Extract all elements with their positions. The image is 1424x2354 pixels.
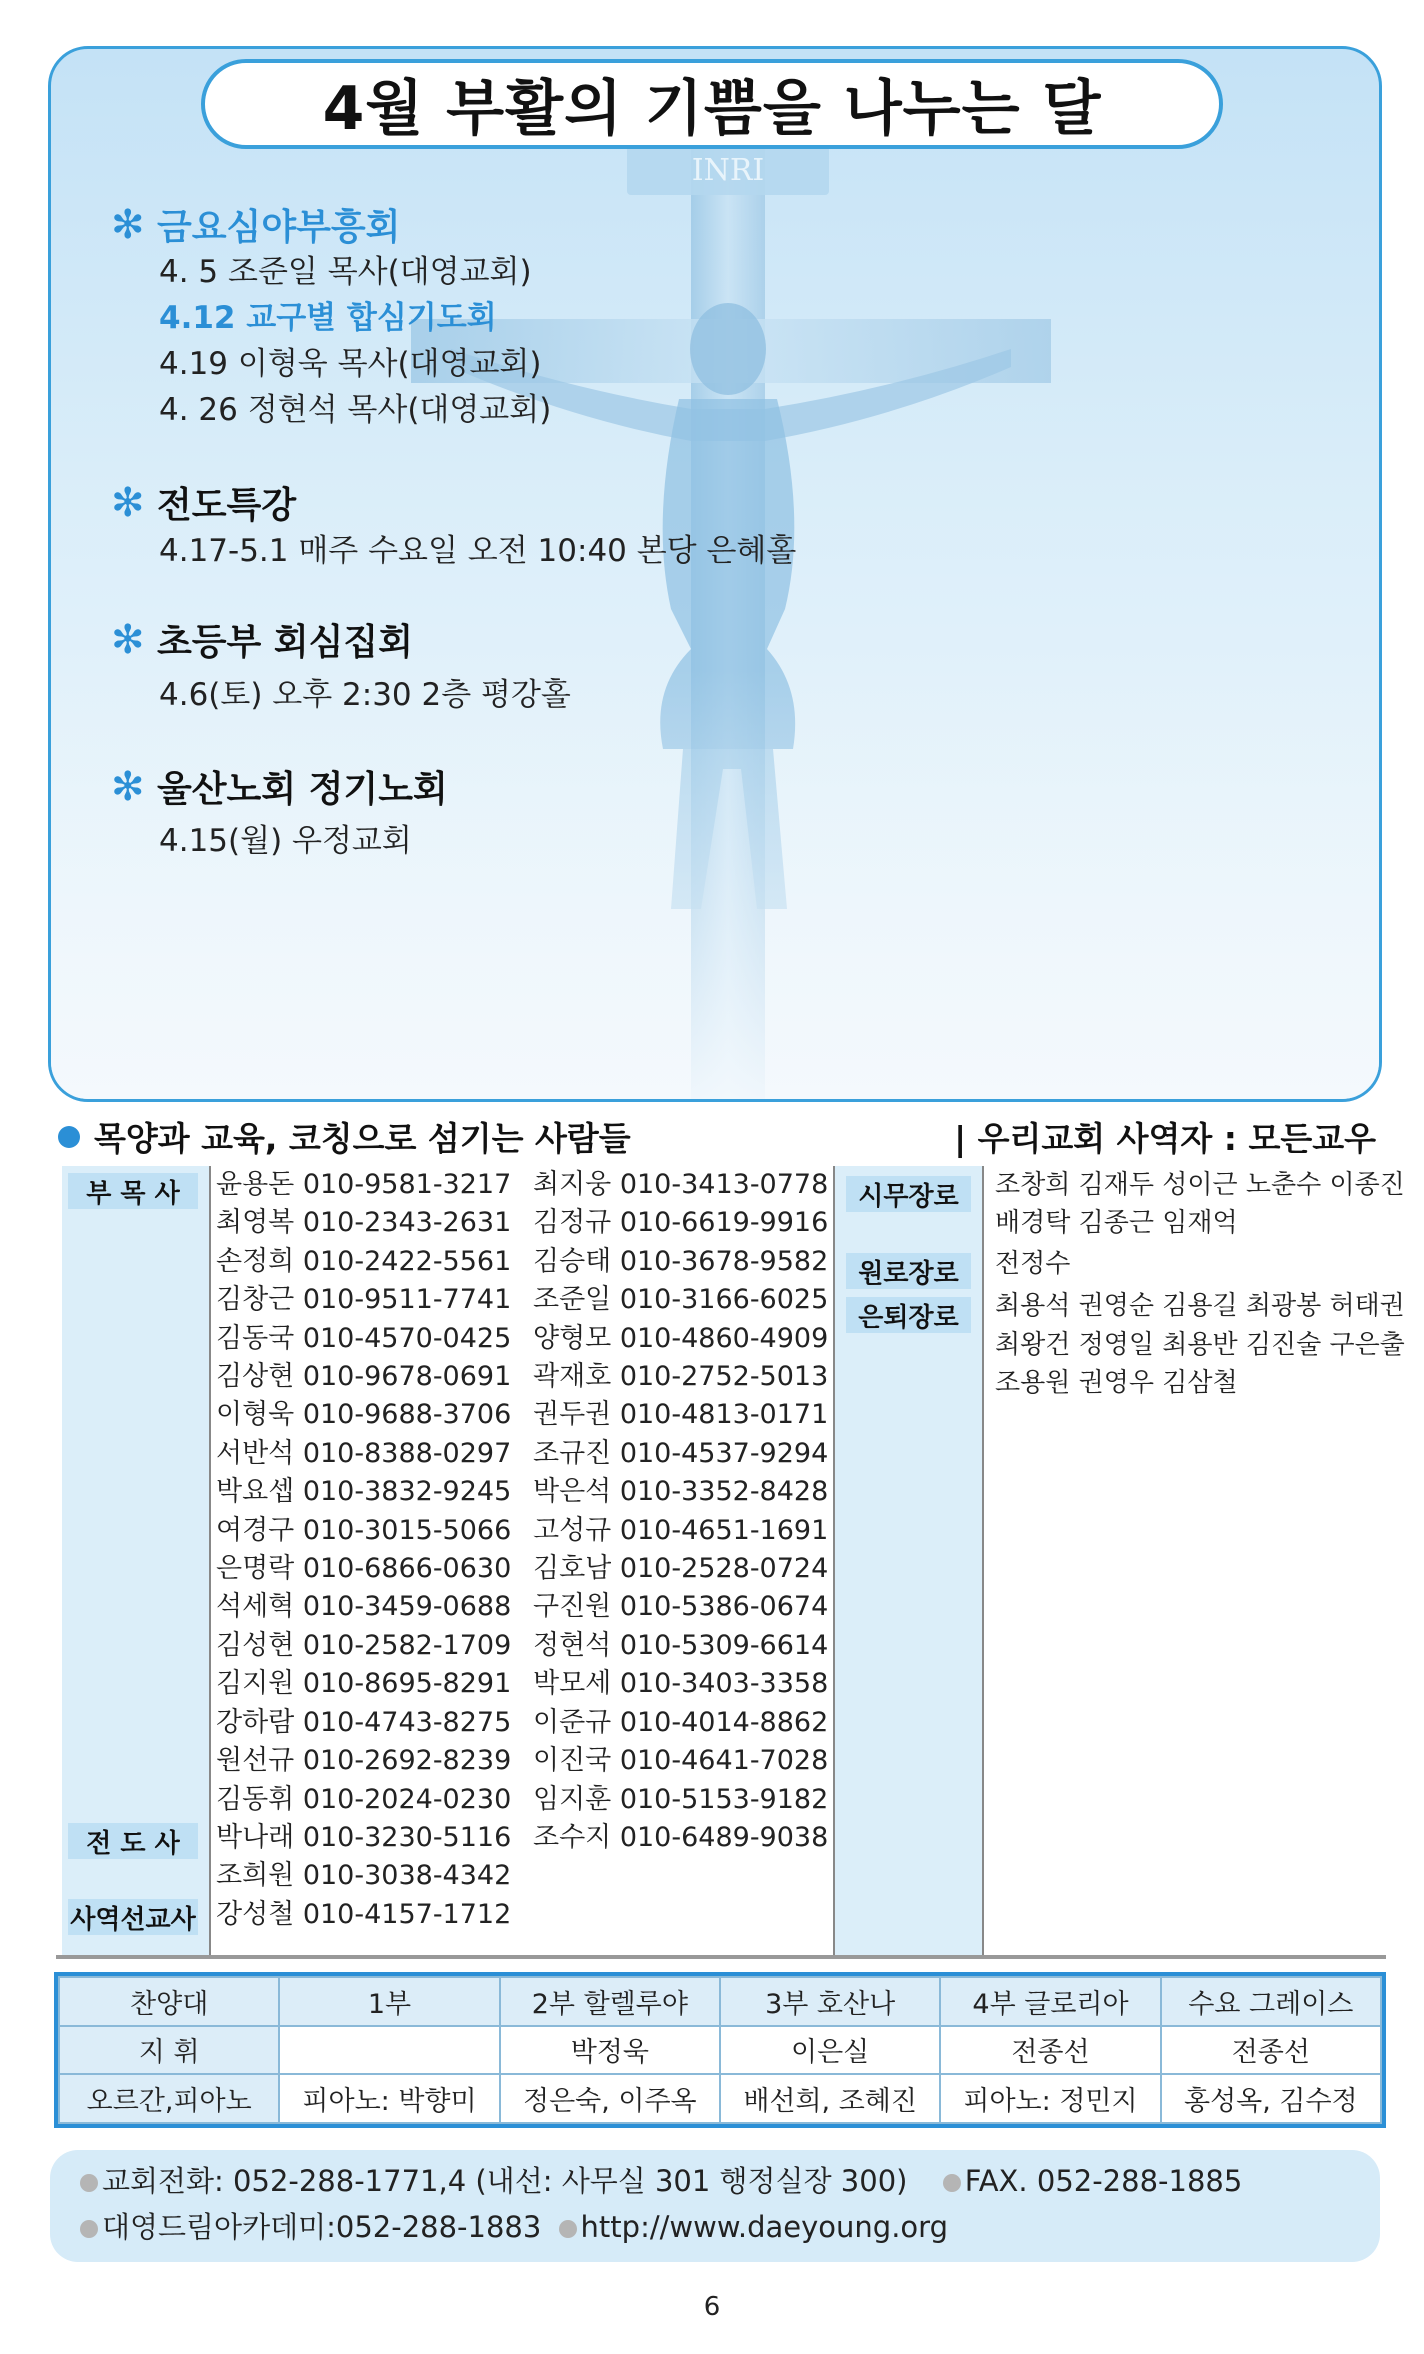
choir-row-label: 오르간,피아노 <box>59 2074 279 2123</box>
choir-cell: 피아노: 정민지 <box>940 2074 1160 2123</box>
staff-entry: 권두권 010-4813-0171 <box>533 1399 829 1431</box>
staff-entry: 구진원 010-5386-0674 <box>533 1591 829 1623</box>
event-line: 4.19 이형욱 목사(대영교회) <box>159 346 542 382</box>
staff-entry: 김성현 010-2582-1709 <box>216 1629 512 1661</box>
event-heading-elementary <box>111 614 413 665</box>
event-line-highlight: 4.12 교구별 합심기도회 <box>159 300 497 336</box>
asterisk-flower-icon: ✻ <box>111 479 145 526</box>
section-divider <box>56 1955 1386 1959</box>
event-heading-text: 초등부 회심집회 <box>157 622 413 663</box>
asterisk-flower-icon: ✻ <box>111 616 145 663</box>
event-line: 4.15(월) 우정교회 <box>159 823 412 859</box>
bullet-dot-icon <box>559 2220 577 2238</box>
staff-entry: 이준규 010-4014-8862 <box>533 1706 829 1738</box>
elder-line: 조창희 김재두 성이근 노춘수 이종진 <box>995 1170 1405 1200</box>
staff-entry: 손정희 010-2422-5561 <box>216 1245 512 1277</box>
label-missionary: 사역선교사 <box>68 1899 198 1935</box>
label-evangelist: 전 도 사 <box>68 1823 198 1859</box>
staff-entry: 김지원 010-8695-8291 <box>216 1668 512 1700</box>
staff-entry: 이형욱 010-9688-3706 <box>216 1399 512 1431</box>
choir-cell: 배선희, 조혜진 <box>720 2074 940 2123</box>
staff-entry: 곽재호 010-2752-5013 <box>533 1361 829 1393</box>
choir-cell: 전종선 <box>940 2026 1160 2075</box>
staff-entry: 임지훈 010-5153-9182 <box>533 1783 829 1815</box>
staff-entry: 최지웅 010-3413-0778 <box>533 1169 829 1200</box>
label-associate-pastor: 부 목 사 <box>68 1173 198 1209</box>
page-title: 4월 부활의 기쁨을 나누는 달 <box>322 74 1102 144</box>
choir-cell: 피아노: 박향미 <box>279 2074 499 2123</box>
inri-text: INRI <box>691 153 765 188</box>
choir-header-cell: 2부 할렐루야 <box>500 1977 720 2026</box>
staff-entry: 김승태 010-3678-9582 <box>533 1245 829 1277</box>
contact-line-1 <box>72 2158 1380 2204</box>
event-line: 4. 26 정현석 목사(대영교회) <box>159 392 552 428</box>
staff-list-col2 <box>533 1166 828 1857</box>
column-divider <box>982 1166 984 1956</box>
event-heading-friday-revival <box>111 199 400 250</box>
staff-entry: 이진국 010-4641-7028 <box>533 1745 829 1777</box>
church-phone: 교회전화: 052-288-1771,4 (내선: 사무실 301 행정실장 300) <box>102 2164 908 2198</box>
contact-line-2 <box>72 2204 1380 2250</box>
staff-entry: 윤용돈 010-9581-3217 <box>216 1169 512 1200</box>
bullet-dot-icon <box>80 2174 98 2192</box>
staff-entry: 김정규 010-6619-9916 <box>533 1207 829 1239</box>
choir-row-organ-piano <box>59 2074 1381 2123</box>
contact-footer <box>50 2150 1380 2262</box>
column-divider <box>209 1166 211 1956</box>
column-divider <box>833 1166 835 1956</box>
elder-line: 전정수 <box>995 1248 1071 1279</box>
staff-entry: 은명락 010-6866-0630 <box>216 1553 512 1585</box>
event-line: 4.6(토) 오후 2:30 2층 평강홀 <box>159 677 571 713</box>
staff-entry: 박모세 010-3403-3358 <box>533 1668 829 1700</box>
staff-entry: 김동휘 010-2024-0230 <box>216 1783 512 1815</box>
staff-entry: 고성규 010-4651-1691 <box>533 1514 829 1546</box>
event-heading-text: 울산노회 정기노회 <box>157 769 448 810</box>
event-heading-text: 금요심야부흥회 <box>157 207 401 248</box>
elder-line: 최왕건 정영일 최용반 김진술 구은출 <box>995 1329 1405 1360</box>
choir-header-cell: 4부 글로리아 <box>940 1977 1160 2026</box>
staff-section-title-text: 목양과 교육, 코칭으로 섬기는 사람들 <box>94 1119 631 1158</box>
academy-phone: 대영드림아카데미:052-288-1883 <box>102 2210 542 2244</box>
staff-entry: 조준일 010-3166-6025 <box>533 1284 829 1316</box>
staff-entry: 최영복 010-2343-2631 <box>216 1207 512 1239</box>
label-active-elder: 시무장로 <box>846 1176 971 1212</box>
choir-table <box>54 1972 1386 2128</box>
event-line: 4. 5 조준일 목사(대영교회) <box>159 254 532 290</box>
choir-header-cell: 찬양대 <box>59 1977 279 2026</box>
bullet-dot-icon <box>943 2174 961 2192</box>
staff-entry: 여경구 010-3015-5066 <box>216 1514 512 1546</box>
staff-entry: 조수지 010-6489-9038 <box>533 1821 829 1853</box>
bullet-dot-icon <box>58 1126 80 1148</box>
staff-entry: 박나래 010-3230-5116 <box>216 1821 512 1853</box>
staff-entry: 김호남 010-2528-0724 <box>533 1553 829 1585</box>
asterisk-flower-icon: ✻ <box>111 201 145 248</box>
event-heading-evangelism <box>111 477 296 528</box>
title-banner <box>201 59 1223 149</box>
choir-cell: 전종선 <box>1161 2026 1381 2075</box>
label-retired-elder: 은퇴장로 <box>846 1297 971 1333</box>
staff-entry: 조규진 010-4537-9294 <box>533 1437 829 1469</box>
asterisk-flower-icon: ✻ <box>111 763 145 810</box>
choir-cell: 박정욱 <box>500 2026 720 2075</box>
event-heading-text: 전도특강 <box>157 485 297 526</box>
event-heading-presbytery <box>111 761 448 812</box>
choir-cell: 정은숙, 이주옥 <box>500 2074 720 2123</box>
bullet-dot-icon <box>80 2220 98 2238</box>
staff-entry: 석세혁 010-3459-0688 <box>216 1591 512 1623</box>
staff-entry: 김동국 010-4570-0425 <box>216 1322 512 1354</box>
staff-entry: 강하람 010-4743-8275 <box>216 1706 512 1738</box>
choir-cell <box>279 2026 499 2075</box>
choir-row-label: 지 휘 <box>59 2026 279 2075</box>
elder-list <box>995 1166 1405 1402</box>
staff-entry: 정현석 010-5309-6614 <box>533 1629 829 1661</box>
events-panel <box>48 46 1382 1102</box>
choir-cell: 홍성옥, 김수정 <box>1161 2074 1381 2123</box>
staff-entry: 조희원 010-3038-4342 <box>216 1860 512 1892</box>
staff-entry: 서반석 010-8388-0297 <box>216 1437 512 1469</box>
choir-header-cell: 수요 그레이스 <box>1161 1977 1381 2026</box>
label-emeritus-elder: 원로장로 <box>846 1253 971 1289</box>
choir-header-cell: 3부 호산나 <box>720 1977 940 2026</box>
staff-entry: 양형모 010-4860-4909 <box>533 1322 829 1354</box>
fax-number: FAX. 052-288-1885 <box>964 2164 1243 2198</box>
staff-entry: 강성철 010-4157-1712 <box>216 1898 512 1930</box>
staff-entry: 김창근 010-9511-7741 <box>216 1284 512 1316</box>
elder-line: 배경탁 김종근 임재억 <box>995 1208 1238 1239</box>
staff-entry: 박은석 010-3352-8428 <box>533 1476 829 1508</box>
staff-entry: 김상현 010-9678-0691 <box>216 1361 512 1393</box>
page-number: 6 <box>703 2292 721 2322</box>
website-link[interactable]: http://www.daeyoung.org <box>580 2210 948 2244</box>
choir-row-conductor <box>59 2026 1381 2075</box>
staff-entry: 원선규 010-2692-8239 <box>216 1745 512 1777</box>
staff-list-col1 <box>216 1166 511 1934</box>
staff-section-title <box>58 1113 631 1160</box>
event-line: 4.17-5.1 매주 수요일 오전 10:40 본당 은혜홀 <box>159 533 797 569</box>
choir-header-row <box>59 1977 1381 2026</box>
staff-entry: 박요셉 010-3832-9245 <box>216 1476 512 1508</box>
choir-header-cell: 1부 <box>279 1977 499 2026</box>
choir-cell: 이은실 <box>720 2026 940 2075</box>
ministers-caption: | 우리교회 사역자 : 모든교우 <box>954 1119 1376 1158</box>
elder-line: 최용석 권영순 김용길 최광봉 허태권 <box>995 1291 1405 1322</box>
elder-line: 조용원 권영우 김삼철 <box>995 1367 1238 1398</box>
